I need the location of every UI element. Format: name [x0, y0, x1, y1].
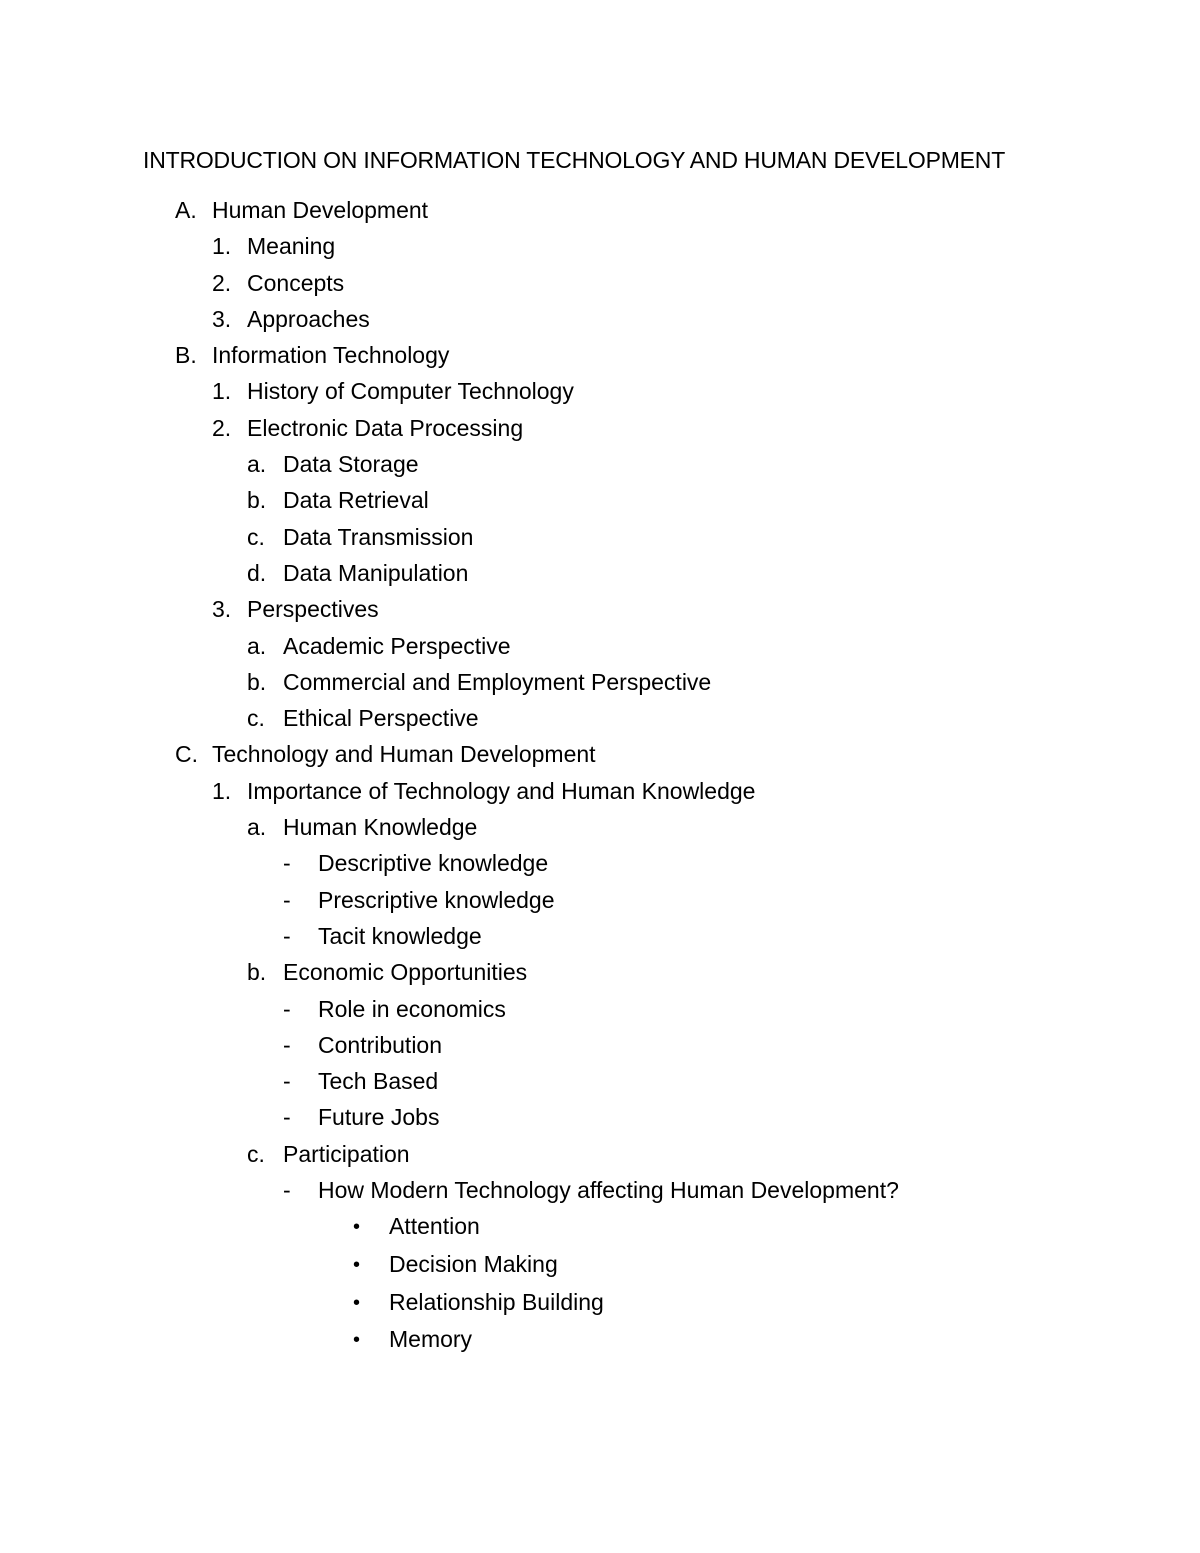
list-marker: 1.	[212, 378, 232, 405]
list-marker: -	[283, 1068, 291, 1095]
list-marker: c.	[247, 523, 265, 550]
outline-item-text: Data Manipulation	[283, 559, 469, 586]
bullet-icon: •	[353, 1216, 361, 1239]
outline-item	[0, 667, 1200, 703]
outline-item-text: Relationship Building	[389, 1288, 604, 1315]
outline-item	[0, 885, 1200, 921]
outline-item-text: Tacit knowledge	[318, 922, 482, 949]
outline-item-text: Economic Opportunities	[283, 959, 528, 986]
outline-item	[0, 376, 1200, 412]
list-marker: d.	[247, 559, 267, 586]
outline-item-text: Prescriptive knowledge	[318, 886, 555, 913]
outline-item-text: Role in economics	[318, 995, 506, 1022]
outline-item	[0, 558, 1200, 594]
list-marker: -	[283, 1031, 291, 1058]
bullet-icon: •	[353, 1329, 361, 1352]
list-marker: -	[283, 1177, 291, 1204]
outline-item	[0, 522, 1200, 558]
outline-item-text: Human Knowledge	[283, 814, 478, 841]
outline-item	[0, 739, 1200, 775]
list-marker: 1.	[212, 777, 232, 804]
outline-item-text: How Modern Technology affecting Human Development?	[318, 1177, 899, 1204]
outline-item-text: Information Technology	[212, 342, 450, 369]
outline-item	[0, 1030, 1200, 1066]
outline-item-text: Data Storage	[283, 451, 419, 478]
outline-item-text: Human Development	[212, 197, 429, 223]
outline-item-text: Tech Based	[318, 1068, 439, 1095]
list-marker: c.	[247, 1140, 265, 1167]
outline-item	[0, 776, 1200, 812]
document-title: INTRODUCTION ON INFORMATION TECHNOLOGY AND HUMAN DEVELOPMENT	[143, 147, 1006, 173]
list-marker: -	[283, 850, 291, 877]
outline-item	[0, 340, 1200, 376]
outline-item-text: History of Computer Technology	[247, 378, 574, 405]
outline-item	[0, 921, 1200, 957]
outline-item-text: Academic Perspective	[283, 632, 511, 659]
outline-item	[0, 413, 1200, 449]
outline-item	[0, 703, 1200, 739]
outline-item-text: Future Jobs	[318, 1104, 440, 1131]
outline-item-text: Descriptive knowledge	[318, 850, 549, 877]
outline-item	[0, 957, 1200, 993]
outline-list	[0, 195, 1200, 1362]
list-marker: -	[283, 995, 291, 1022]
outline-item-text: Meaning	[247, 233, 336, 260]
outline-item-text: Importance of Technology and Human Knowledge	[247, 777, 756, 804]
list-marker: c.	[247, 705, 265, 732]
outline-item-text: Perspectives	[247, 596, 379, 623]
outline-item	[0, 485, 1200, 521]
outline-item	[0, 812, 1200, 848]
outline-item-text: Approaches	[247, 305, 370, 332]
outline-item	[0, 594, 1200, 630]
bullet-icon: •	[353, 1291, 361, 1314]
outline-item-text: Data Transmission	[283, 523, 474, 550]
list-marker: b.	[247, 487, 267, 514]
list-marker: 3.	[212, 305, 232, 332]
outline-item-text: Decision Making	[389, 1250, 558, 1277]
outline-item	[0, 994, 1200, 1030]
list-marker: a.	[247, 814, 267, 841]
list-marker: -	[283, 886, 291, 913]
outline-item-text: Data Retrieval	[283, 487, 429, 514]
outline-item-text: Attention	[389, 1213, 480, 1240]
list-marker: A.	[175, 197, 197, 223]
outline-item	[0, 1211, 1200, 1249]
outline-item	[0, 1102, 1200, 1138]
outline-item	[0, 449, 1200, 485]
outline-item	[0, 231, 1200, 267]
outline-item	[0, 1175, 1200, 1211]
outline-item	[0, 195, 1200, 231]
bullet-icon: •	[353, 1253, 361, 1276]
outline-item	[0, 631, 1200, 667]
list-marker: b.	[247, 668, 267, 695]
outline-item-text: Electronic Data Processing	[247, 414, 524, 441]
outline-item	[0, 1249, 1200, 1287]
list-marker: -	[283, 1104, 291, 1131]
list-marker: B.	[175, 342, 197, 369]
outline-item	[0, 1287, 1200, 1325]
outline-item-text: Memory	[389, 1326, 473, 1353]
outline-item-text: Participation	[283, 1140, 410, 1167]
list-marker: 2.	[212, 269, 232, 296]
list-marker: -	[283, 922, 291, 949]
outline-item	[0, 848, 1200, 884]
list-marker: b.	[247, 959, 267, 986]
list-marker: a.	[247, 632, 267, 659]
list-marker: a.	[247, 451, 267, 478]
outline-item	[0, 1139, 1200, 1175]
outline-item	[0, 1324, 1200, 1362]
list-marker: 2.	[212, 414, 232, 441]
outline-item	[0, 268, 1200, 304]
list-marker: C.	[175, 741, 198, 768]
list-marker: 1.	[212, 233, 232, 260]
outline-item-text: Technology and Human Development	[212, 741, 596, 768]
list-marker: 3.	[212, 596, 232, 623]
outline-item-text: Contribution	[318, 1031, 443, 1058]
outline-item-text: Commercial and Employment Perspective	[283, 668, 712, 695]
outline-item	[0, 1066, 1200, 1102]
outline-item	[0, 304, 1200, 340]
outline-item-text: Ethical Perspective	[283, 705, 479, 732]
outline-item-text: Concepts	[247, 269, 345, 296]
